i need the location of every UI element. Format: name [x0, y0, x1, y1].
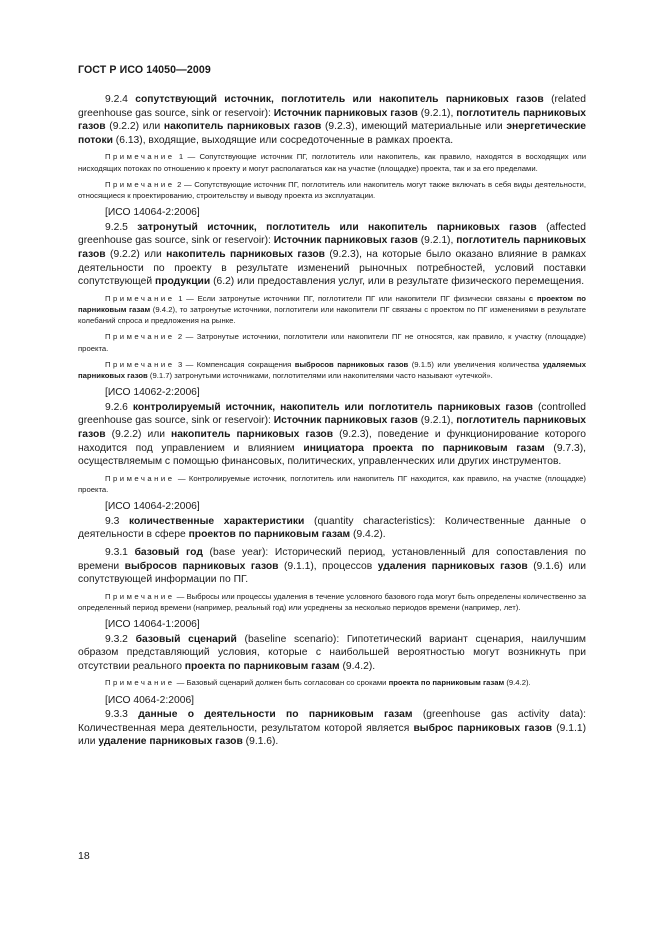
bold-term: удаление парниковых газов [98, 736, 243, 748]
bold-term: базовый сценарий [135, 633, 237, 645]
bold-term: проекта по парниковым газам [388, 678, 505, 688]
text-run: (9.1.1), процессов [278, 560, 378, 572]
text-run: (9.4.2). [339, 660, 376, 672]
text-run: (9.4.2). [350, 529, 386, 541]
text-run: (9.2.1), [417, 107, 457, 119]
note-label: Примечание [105, 179, 175, 189]
source-reference [78, 206, 586, 220]
bold-term: контролируемый источник, накопитель или поглотитель парниковых газов [132, 401, 534, 413]
bold-term: Источник парниковых газов [273, 107, 418, 119]
text-run: (greenhouse gas activity data): Количественная мера деятельности, результатом которой является [78, 709, 586, 734]
bold-term: сопутствующий источник, поглотитель или накопитель парниковых газов [135, 94, 544, 105]
bold-term: проекта по парниковым газам [184, 660, 340, 672]
source-reference [78, 500, 586, 514]
text-run: [ИСО 14064-1:2006] [105, 619, 200, 631]
bold-term: затронутый источник, поглотитель или накопитель парниковых газов [137, 221, 537, 233]
text-run: (9.4.2), то затронутые источники, поглотители или накопители ПГ связаны с проектом по ПГ изменениями в результате колебаний спроса и предложения на рынке. [78, 304, 586, 326]
definition-paragraph [78, 401, 586, 469]
text-run: [ИСО 4064-2:2006] [105, 694, 195, 706]
bold-term: накопитель парниковых газов [170, 428, 334, 440]
definition-paragraph [78, 546, 586, 587]
text-run: (9.2.2) или [105, 248, 167, 260]
text-run: (9.1.6). [242, 736, 279, 748]
note-paragraph [78, 179, 586, 201]
bold-term: Источник парниковых газов [273, 415, 418, 427]
bold-term: продукции [155, 276, 211, 288]
text-run: (9.1.1) или [78, 722, 587, 748]
text-run: 9.3.1 [105, 546, 135, 558]
text-run: 9.3.3 [105, 709, 139, 721]
source-reference [78, 694, 586, 708]
note-paragraph [78, 151, 586, 173]
bold-term: базовый год [134, 546, 203, 558]
definition-paragraph [78, 515, 586, 542]
bold-term: выбросов парниковых газов [124, 560, 279, 572]
text-run: 3 — Компенсация сокращения [174, 359, 295, 369]
bold-term: поглотитель парниковых газов [78, 415, 587, 440]
text-run: (affected greenhouse gas source, sink or reservoir): [78, 221, 586, 247]
bold-term: с проектом по парниковым газам [78, 293, 587, 314]
note-paragraph [78, 293, 586, 327]
note-paragraph [78, 331, 586, 353]
note-paragraph [78, 473, 586, 495]
bold-term: проектов по парниковым газам [188, 529, 351, 541]
text-run: (6.2) или предоставления услуг, или в результате физического перемещения. [210, 276, 585, 288]
bold-term: количественные характеристики [128, 515, 305, 527]
note-label: Примечание [105, 591, 175, 601]
note-label: Примечание [105, 359, 175, 369]
text-run: (base year): Исторический период, установленный для сопоставления по времени [78, 546, 587, 572]
text-run: (9.7.3), осуществляемым с помощью финансовых, политических, управленческих или других инструментов. [78, 442, 587, 468]
text-run: (9.2.1), [417, 235, 457, 247]
text-run: (controlled greenhouse gas source, sink or reservoir): [78, 401, 587, 427]
text-run: (related greenhouse gas source, sink or reservoir): [78, 94, 586, 119]
definition-paragraph [78, 93, 586, 147]
note-label: Примечание [105, 152, 175, 162]
bold-term: удаления парниковых газов [377, 560, 528, 572]
definition-paragraph [78, 708, 586, 749]
text-run: [ИСО 14064-2:2006] [105, 207, 200, 219]
text-run: (9.2.3), имеющий материальные или [321, 121, 507, 133]
source-reference [78, 618, 586, 632]
bold-term: поглотитель парниковых газов [78, 235, 587, 260]
document-header: ГОСТ Р ИСО 14050—2009 [78, 64, 211, 76]
text-run: 9.3.2 [105, 633, 136, 645]
text-run: 9.3 [105, 515, 129, 527]
text-run: — Базовый сценарий должен быть согласован со сроками [174, 678, 389, 688]
text-run: (9.2.3), поведение и функционирование которого находится под управлением и влиянием [78, 428, 586, 454]
text-run: 1 — Сопутствующие источник ПГ, поглотитель или накопитель, как правило, находятся в восходящих или нисходящих потоках по отношению к проекту и могут располагаться как на участке (площадке) проекта, так и за его пределами. [78, 152, 586, 173]
text-run: (9.2.2) или [105, 428, 171, 440]
note-paragraph [78, 359, 586, 381]
note-paragraph [78, 591, 586, 613]
definition-paragraph [78, 221, 586, 289]
bold-term: поглотитель парниковых газов [78, 107, 587, 133]
bold-term: выбросов парниковых газов [294, 359, 409, 369]
text-run: 9.2.5 [105, 221, 138, 233]
text-run: (6.13), входящие, выходящие или сосредоточенные в рамках проекта. [112, 134, 454, 146]
bold-term: энергетические потоки [78, 121, 587, 146]
text-run: 9.2.6 [105, 401, 133, 413]
text-run: (9.1.5) или увеличения количества [408, 359, 543, 369]
note-label: Примечание [105, 332, 175, 342]
note-label: Примечание [105, 293, 175, 303]
text-run: 2 — Затронутые источники, поглотители или накопители ПГ не относятся, как правило, к участку (площадке) проекта. [78, 332, 586, 353]
bold-term: инициатора проекта по парниковым газам [303, 442, 545, 454]
note-label: Примечание [105, 473, 175, 483]
text-run: 2 — Сопутствующие источник ПГ, поглотитель или накопитель могут также включать в себя виды деятельности, относящиеся к проектированию, строительству и выводу проекта из эксплуатации. [78, 179, 586, 200]
text-run: (9.1.6) или сопутствующей информации по ПГ. [78, 560, 586, 586]
bold-term: накопитель парниковых газов [166, 248, 325, 260]
text-run: 1 — Если затронутые источники ПГ, поглотители ПГ или накопители ПГ физически связаны [174, 293, 529, 303]
text-run: (9.1.7) затронутыми источниками, поглотителями или накопителями часто называют «утечкой». [147, 370, 493, 380]
text-run: — Выбросы или процессы удаления в течение условного базового года могут быть определены количественно за определенный период времени (например, реальный год) или усреднены за несколько периодов времени (например, лет). [78, 591, 586, 612]
text-run: (baseline scenario): Гипотетический вариант сценария, наилучшим образом представляющий условия, которые с наибольшей вероятностью могут возникнуть при отсутствии реального [78, 633, 587, 672]
bold-term: выброс парниковых газов [413, 722, 553, 734]
bold-term: Источник парниковых газов [273, 235, 418, 247]
source-reference [78, 386, 586, 400]
definition-paragraph [78, 633, 586, 674]
text-run: (9.2.3), на которые было оказано влияние в рамках деятельности по проекту в результате изменений рыночных потребностей, условий поставки сопутствующей [78, 248, 586, 288]
text-run: 9.2.4 [105, 94, 136, 105]
note-paragraph [78, 677, 586, 688]
text-run: (quantity characteristics): Количественные данные о деятельности в сфере [78, 515, 586, 541]
text-run: — Контролируемые источник, поглотитель или накопитель ПГ находится, как правило, на участке (площадке) проекта. [78, 473, 586, 494]
text-run: (9.2.2) или [105, 121, 164, 133]
page-number: 18 [78, 850, 90, 862]
document-body [78, 93, 586, 753]
note-label: Примечание [105, 678, 175, 688]
bold-term: накопитель парниковых газов [163, 121, 322, 133]
bold-term: удаляемых парниковых газов [78, 359, 586, 380]
text-run: [ИСО 14064-2:2006] [105, 501, 200, 513]
text-run: (9.4.2). [504, 678, 531, 688]
bold-term: данные о деятельности по парниковым газам [138, 709, 413, 721]
text-run: [ИСО 14062-2:2006] [105, 387, 200, 399]
text-run: (9.2.1), [417, 415, 457, 427]
